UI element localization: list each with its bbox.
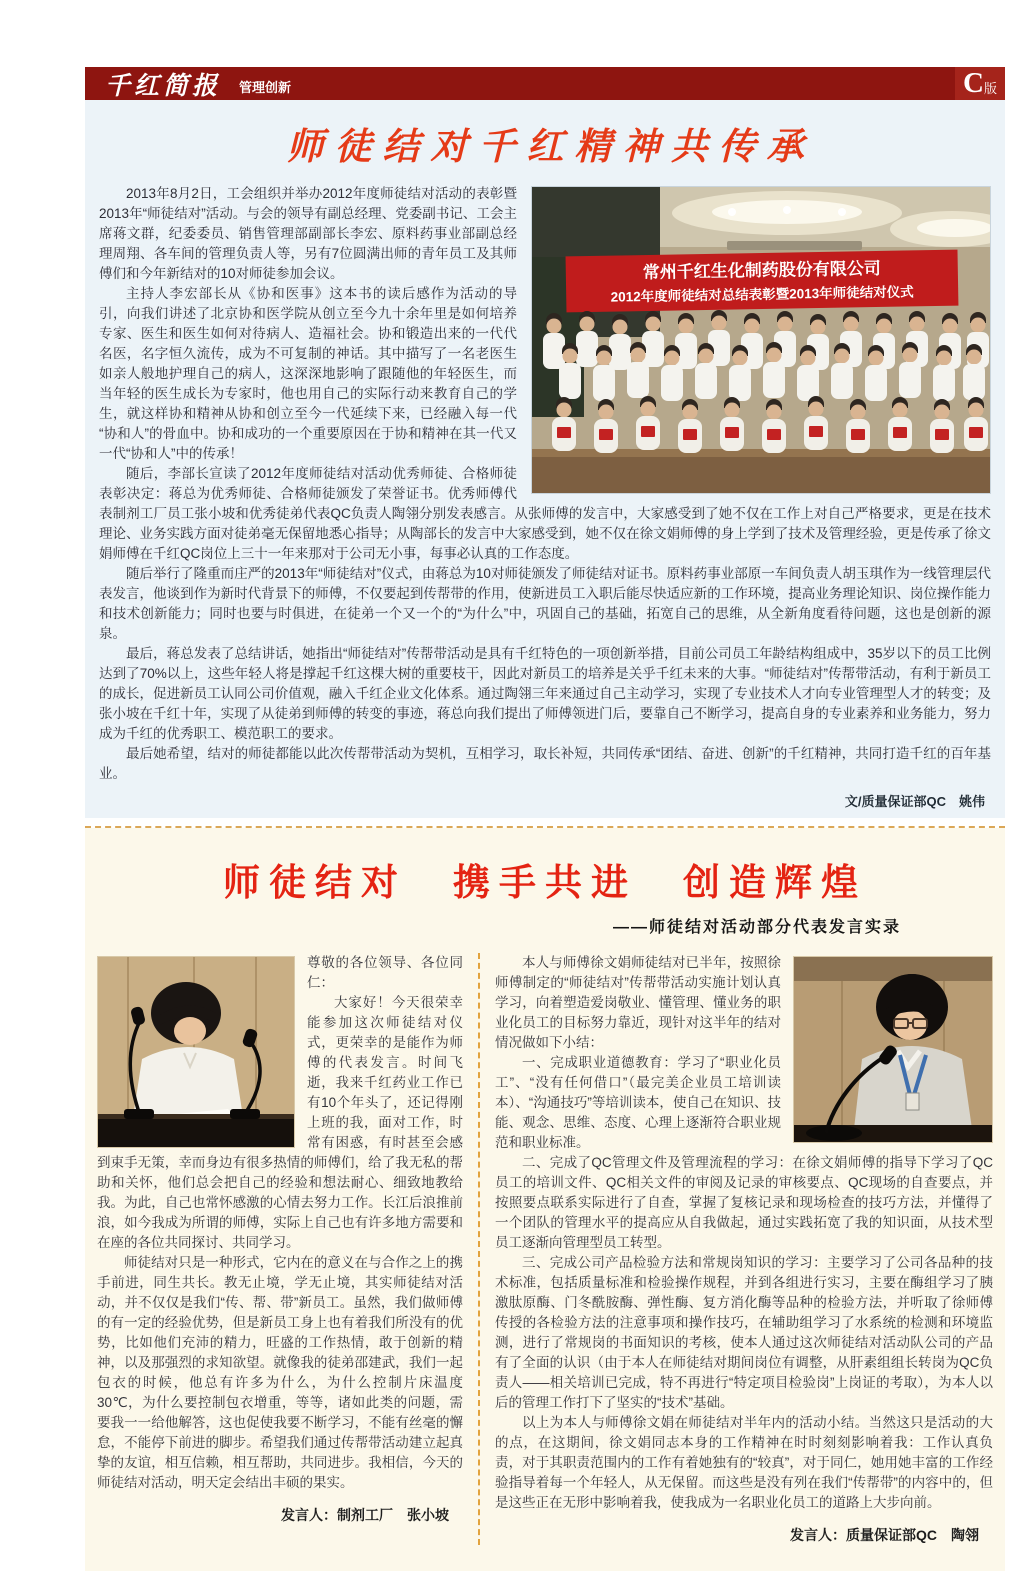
article1-title: 师徒结对千红精神共传承 (286, 124, 815, 168)
speech-paragraph: 本人与师傅徐文娟师徒结对已半年，按照徐师傅制定的“师徒结对”传帮带活动实施计划认真学习，向着塑造爱岗敬业、懂管理、懂业务的职业化员工的目标努力靠近，现针对这半年的结对情况做如下小结： (495, 955, 781, 1050)
article2-section (85, 828, 1005, 1571)
speech-paragraph: 二、完成了QC管理文件及管理流程的学习：在徐文娟师傅的指导下学习了QC员工的培训文件、QC相关文件的审阅及记录的审核要点、QC现场的自查要点，并按照要点联系实际进行了自查，掌握了复核记录和现场检查的技巧方法，并懂得了一个团队的管理水平的提高应从自我做起，通过实践拓宽了我的知识面，从技术型员工逐渐向管理型员工转型。 (495, 1155, 993, 1250)
article1-body (99, 184, 991, 812)
speech-salutation: 尊敬的各位领导、各位同仁： (307, 955, 463, 990)
column-divider (478, 953, 480, 1545)
speech-paragraph: 师徒结对只是一种形式，它内在的意义在与合作之上的携手前进，同生共长。教无止境，学无止境，其实师徒结对活动，并不仅仅是我们“传、帮、带”新员工。虽然，我们做师傅的有一定的经验优势，但是新员工身上也有着我们所没有的优势，比如他们充沛的精力，旺盛的工作热情，敢于创新的精神，以及那强烈的求知欲望。就像我的徒弟邵建武，我们一起包衣的时候，他总有许多为什么，为什么控制片床温度30℃，为什么要控制包衣增重，等等，诸如此类的问题，需要我一一给他解答，这也促使我要不断学习，不能有丝毫的懈怠，不能停下前进的脚步。希望我们通过传帮带活动建立起真挚的友谊，相互信赖，相互帮助，共同进步。我相信，今天的师徒结对活动，明天定会结出丰硕的果实。 (97, 1255, 463, 1490)
speech-paragraph: 大家好！今天很荣幸能参加这次师徒结对仪式，更荣幸的是能作为师傅的代表发言。时间飞逝，我来千红药业工作已有10个年头了，还记得刚上班的我，面对工作，时常有困惑，有时甚至会感到束手无策，幸而身边有很多热情的师傅们，给了我无私的帮助和关怀，他们总会把自己的经验和想法耐心、细致地教给我。为此，自己也常怀感激的心情去努力工作。长江后浪推前浪，如今我成为所谓的师傅，实际上自己也有许多地方需要和在座的各位共同探讨、共同学习。 (97, 995, 463, 1250)
article1-paragraph: 2013年8月2日，工会组织并举办2012年度师徒结对活动的表彰暨2013年“师徒结对”活动。与会的领导有副总经理、党委副书记、工会主席蒋文群，纪委委员、销售管理部副部长李宏、原料药事业部副总经理周翔、各车间的管理负责人等，另有7位圆满出师的青年员工及其师傅们和今年新结对的10对师徒参加会议。 (99, 186, 517, 281)
article1-paragraph: 随后举行了隆重而庄严的2013年“师徒结对”仪式，由蒋总为10对师徒颁发了师徒结对证书。原料药事业部原一车间负责人胡玉琪作为一线管理层代表发言，他谈到作为新时代背景下的师傅，不仅要起到传帮带的作用，使新进员工入职后能尽快适应新的工作环境，提高业务理论知识、岗位操作能力和技术创新能力；同时也要与时俱进，在徒弟一个又一个的“为什么”中，巩固自己的基础，拓宽自己的思维，从全新角度看待问题，这也是创新的源泉。 (99, 566, 991, 641)
edition-letter: C (963, 67, 984, 99)
edition-badge (955, 67, 1005, 100)
speech-paragraph: 三、完成公司产品检验方法和常规岗知识的学习：主要学习了公司各品种的技术标准，包括质量标准和检验操作规程，并到各组进行实习，主要在酶组学习了胰激肽原酶、门冬酰胺酶、弹性酶、复方消化酶等品种的检验方法，并听取了徐师傅传授的各检验方法的注意事项和操作技巧，在辅助组学习了水系统的检测和环境监测，进行了常规岗的书面知识的考核，使本人通过这次师徒结对活动队公司的产品有了全面的认识（由于本人在师徒结对期间岗位有调整，从肝素组组长转岗为QC负责人——相关培训已完成，特不再进行“特定项目检验岗”上岗证的考取），为本人以后的管理工作打下了坚实的“技术”基础。 (495, 1255, 993, 1410)
speech-column-tao (495, 953, 993, 1545)
masthead-section-label: 管理创新 (239, 79, 292, 95)
article1-paragraph: 随后，李部长宣读了2012年度师徒结对活动优秀师徒、合格师徒表彰决定：蒋总为优秀师徒、合格师徒颁发了荣誉证书。优秀师傅代表制剂工厂员工张小坡和优秀徒弟代表QC负责人陶翎分别发表感言。从张师傅的发言中，大家感受到了她不仅在工作上对自己严格要求，更是在技术理论、业务实践方面对徒弟毫无保留地悉心指导；从陶部长的发言中大家感受到，她不仅在徐文娟师傅的身上学到了技术及管理经验，更是传承了徐文娟师傅在千红QC岗位上三十一年来那对于公司无小事，每事必认真的工作态度。 (99, 466, 991, 561)
article2-title: 师徒结对 携手共进 创造辉煌 (223, 860, 867, 904)
speaker-photo-tao (793, 956, 993, 1143)
speech-paragraph: 一、完成职业道德教育：学习了“职业化员工”、“没有任何借口”（最完美企业员工培训读本）、“沟通技巧”等培训读本，使自己在知识、技能、观念、思维、态度、心理上逐渐符合职业规范和职业标准。 (495, 1055, 781, 1150)
article2-subtitle: ——师徒结对活动部分代表发言实录 (612, 919, 901, 936)
article1-byline: 文/质量保证部QC 姚伟 (844, 794, 985, 809)
edition-suffix: 版 (983, 81, 997, 96)
group-photo-illustration (532, 187, 990, 493)
group-photo (531, 186, 991, 494)
speaker-photo-zhang-illustration (98, 957, 294, 1147)
speech-paragraph: 以上为本人与师傅徐文娟在师徒结对半年内的活动小结。当然这只是活动的大的点，在这期间，徐文娟同志本身的工作精神在时时刻刻影响着我：工作认真负责，对于其职责范围内的工作有着她独有的“较真”，对于同仁，她用她丰富的工作经验指导着每一个年轻人，从无保留。而这些是没有列在我们“传帮带”的内容中的，但是这些正在无形中影响着我，使我成为一名职业化员工的道路上大步向前。 (495, 1415, 993, 1510)
speech-column-zhang (97, 953, 463, 1545)
speaker-photo-tao-illustration (794, 957, 992, 1142)
speaker-attribution-tao: 发言人：质量保证部QC 陶翎 (790, 1527, 979, 1543)
article1-section (85, 100, 1005, 818)
article2-columns (97, 953, 993, 1545)
banner-line1: 常州千红生化制药股份有限公司 (642, 258, 881, 283)
masthead-logo: 千红简报 (105, 70, 222, 100)
banner-line2: 2012年度师徒结对总结表彰暨2013年师徒结对仪式 (610, 284, 914, 305)
speaker-attribution-zhang: 发言人：制剂工厂 张小坡 (281, 1507, 449, 1523)
article1-paragraph: 最后她希望，结对的师徒都能以此次传帮带活动为契机，互相学习，取长补短，共同传承“团结、奋进、创新”的千红精神，共同打造千红的百年基业。 (99, 746, 991, 781)
article1-paragraph: 最后，蒋总发表了总结讲话，她指出“师徒结对”传帮带活动是具有千红特色的一项创新举措，目前公司员工年龄结构组成中，35岁以下的员工比例达到了70%以上，这些年轻人将是撑起千红这棵大树的重要枝干，因此对新员工的培养是关乎千红未来的大事。“师徒结对”传帮带活动，有利于新员工的成长，促进新员工认同公司价值观，融入千红企业文化体系。通过陶翎三年来通过自己主动学习，实现了专业技术人才向专业管理型人才的转变；及张小坡在千红十年，实现了从徒弟到师傅的转变的事迹，蒋总向我们提出了师傅领进门后，要靠自己不断学习，提高自身的专业素养和业务能力，努力成为千红的优秀职工、模范职工的要求。 (99, 646, 991, 741)
masthead-bar (85, 67, 1005, 100)
speaker-photo-zhang (97, 956, 295, 1148)
article1-paragraph: 主持人李宏部长从《协和医事》这本书的读后感作为活动的导引，向我们讲述了北京协和医学院从创立至今九十余年里是如何培养专家、医生和医生如何对待病人、造福社会。协和锻造出来的一代代名医，名字恒久流传，成为不可复制的神话。其中描写了一名老医生如亲人般地护理自己的病人，这深深地影响了跟随他的年轻医生，而当年轻的医生成长为专家时，他也用自己的实际行动来教育自己的学生，就这样协和精神从协和创立至今一代延续下来，已经融入每一代“协和人”的骨血中。协和成功的一个重要原因在于协和精神在其一代又一代“协和人”中的传承！ (99, 286, 517, 461)
